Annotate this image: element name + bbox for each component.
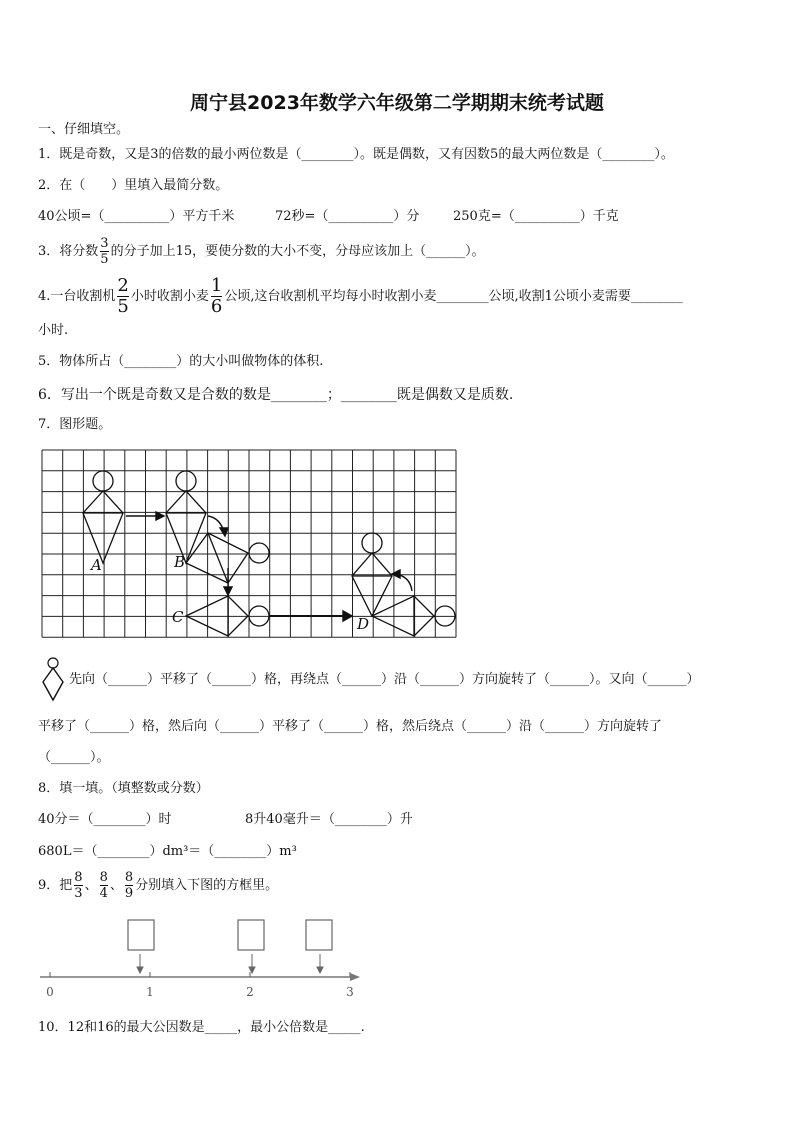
question-7-text-1: 先向（______）平移了（______）格，再绕点（______）沿（______）方向旋转了（______）。又向（______）	[69, 672, 700, 687]
question-8: 8．填一填。（填整数或分数）	[38, 781, 209, 796]
q4-fraction-hours	[117, 276, 128, 317]
axis-arrow	[350, 973, 360, 981]
movement-arrows	[126, 512, 412, 621]
question-1: 1．既是奇数，又是3的倍数的最小两位数是（________）。既是偶数，又有因数5的最大两位数是（________）。	[38, 147, 674, 162]
question-2-part-b: 72秒=（__________）分	[275, 209, 420, 224]
q3-fraction	[100, 236, 108, 267]
question-5: 5．物体所占（________）的大小叫做物体的体积.	[38, 354, 324, 369]
arrow-a-to-b-head	[156, 512, 164, 520]
page-title: 周宁县2023年数学六年级第二学期期末统考试题	[190, 92, 604, 114]
kite-figure-icon	[39, 656, 67, 704]
question-3	[38, 236, 485, 267]
answer-box-2[interactable]	[238, 920, 264, 950]
grid-label-d: D	[357, 615, 370, 633]
question-7-text-3: （______）。	[38, 750, 110, 765]
question-8-part-c: 680L＝（________）dm³＝（________）m³	[38, 844, 297, 859]
q3-denominator: 5	[100, 252, 109, 267]
q9-fraction-1-num: 8	[74, 870, 83, 885]
question-2-part-a: 40公顷=（__________）平方千米	[38, 209, 235, 224]
grid-label-c: C	[172, 608, 184, 626]
q4-fraction-hectares	[211, 276, 222, 317]
grid-label-b: B	[174, 553, 186, 571]
question-2: 2．在（ ）里填入最简分数。	[38, 178, 229, 193]
q4-denominator-1: 5	[117, 296, 129, 317]
question-4	[38, 276, 683, 317]
shape-d-kite	[352, 553, 392, 616]
q9-suffix: 分别填入下图的方框里。	[135, 878, 279, 893]
q3-numerator: 3	[100, 236, 109, 251]
q9-fraction-3-num: 8	[124, 870, 134, 885]
arrow-b-to-c-head	[224, 587, 232, 595]
question-8-part-a: 40分＝（________）时	[38, 812, 172, 827]
question-10: 10．12和16的最大公因数是_____，最小公倍数是_____.	[38, 1020, 365, 1035]
q9-fraction-3-den: 9	[124, 886, 134, 901]
answer-box-3[interactable]	[306, 920, 332, 950]
question-7: 7．图形题。	[38, 417, 112, 432]
q9-fraction-1-den: 3	[74, 886, 83, 901]
tick-label-0: 0	[46, 985, 54, 999]
q4-middle: 小时收割小麦	[130, 289, 209, 304]
q4-denominator-2: 6	[210, 296, 223, 317]
q3-suffix: 的分子加上15，要使分数的大小不变，分母应该加上（______）。	[110, 244, 485, 259]
q9-prefix: 9．把	[38, 878, 73, 893]
arrow-c-to-d-head	[343, 611, 352, 621]
question-2-part-c: 250克=（__________）千克	[453, 209, 619, 224]
shape-a-kite	[83, 491, 123, 563]
q9-separator-2: 、	[109, 878, 123, 893]
tick-label-3: 3	[346, 985, 354, 999]
q9-fraction-3	[125, 870, 133, 901]
q9-fraction-2-den: 4	[99, 886, 108, 901]
tick-label-1: 1	[146, 985, 154, 999]
question-6: 6．写出一个既是奇数又是合数的数是________；________既是偶数又是质数.	[38, 387, 514, 403]
transformation-grid	[40, 448, 458, 640]
section-heading: 一、仔细填空。	[38, 122, 130, 137]
number-line	[36, 912, 366, 1004]
q3-prefix: 3．将分数	[38, 244, 99, 259]
shape-b-rotated-circle	[249, 543, 269, 563]
shape-a-circle	[93, 471, 113, 491]
q4-numerator-2: 1	[210, 275, 223, 296]
shape-b-circle	[176, 471, 196, 491]
q9-fraction-2-num: 8	[99, 870, 108, 885]
arrow-d-rotate-head	[392, 570, 400, 578]
grid-label-a: A	[91, 556, 102, 574]
arrow-b-rotate-head	[220, 528, 228, 536]
shape-b-kite	[166, 491, 206, 563]
question-9	[38, 870, 278, 901]
question-8-part-b: 8升40毫升＝（________）升	[245, 812, 413, 827]
q4-numerator-1: 2	[117, 275, 129, 296]
answer-box-1[interactable]	[128, 920, 154, 950]
question-7-text-2: 平移了（______）格，然后向（______）平移了（______）格，然后绕点（______）沿（______）方向旋转了	[38, 719, 663, 734]
q4-suffix: 公顷,这台收割机平均每小时收割小麦________公顷,收割1公顷小麦需要________	[224, 289, 683, 304]
q4-prefix: 4.一台收割机	[38, 289, 116, 304]
tick-label-2: 2	[246, 985, 254, 999]
question-4-end: 小时.	[38, 323, 69, 338]
shape-d-circle	[362, 533, 382, 553]
q9-fraction-2	[100, 870, 108, 901]
q9-fraction-1	[74, 870, 82, 901]
q9-separator-1: 、	[84, 878, 98, 893]
